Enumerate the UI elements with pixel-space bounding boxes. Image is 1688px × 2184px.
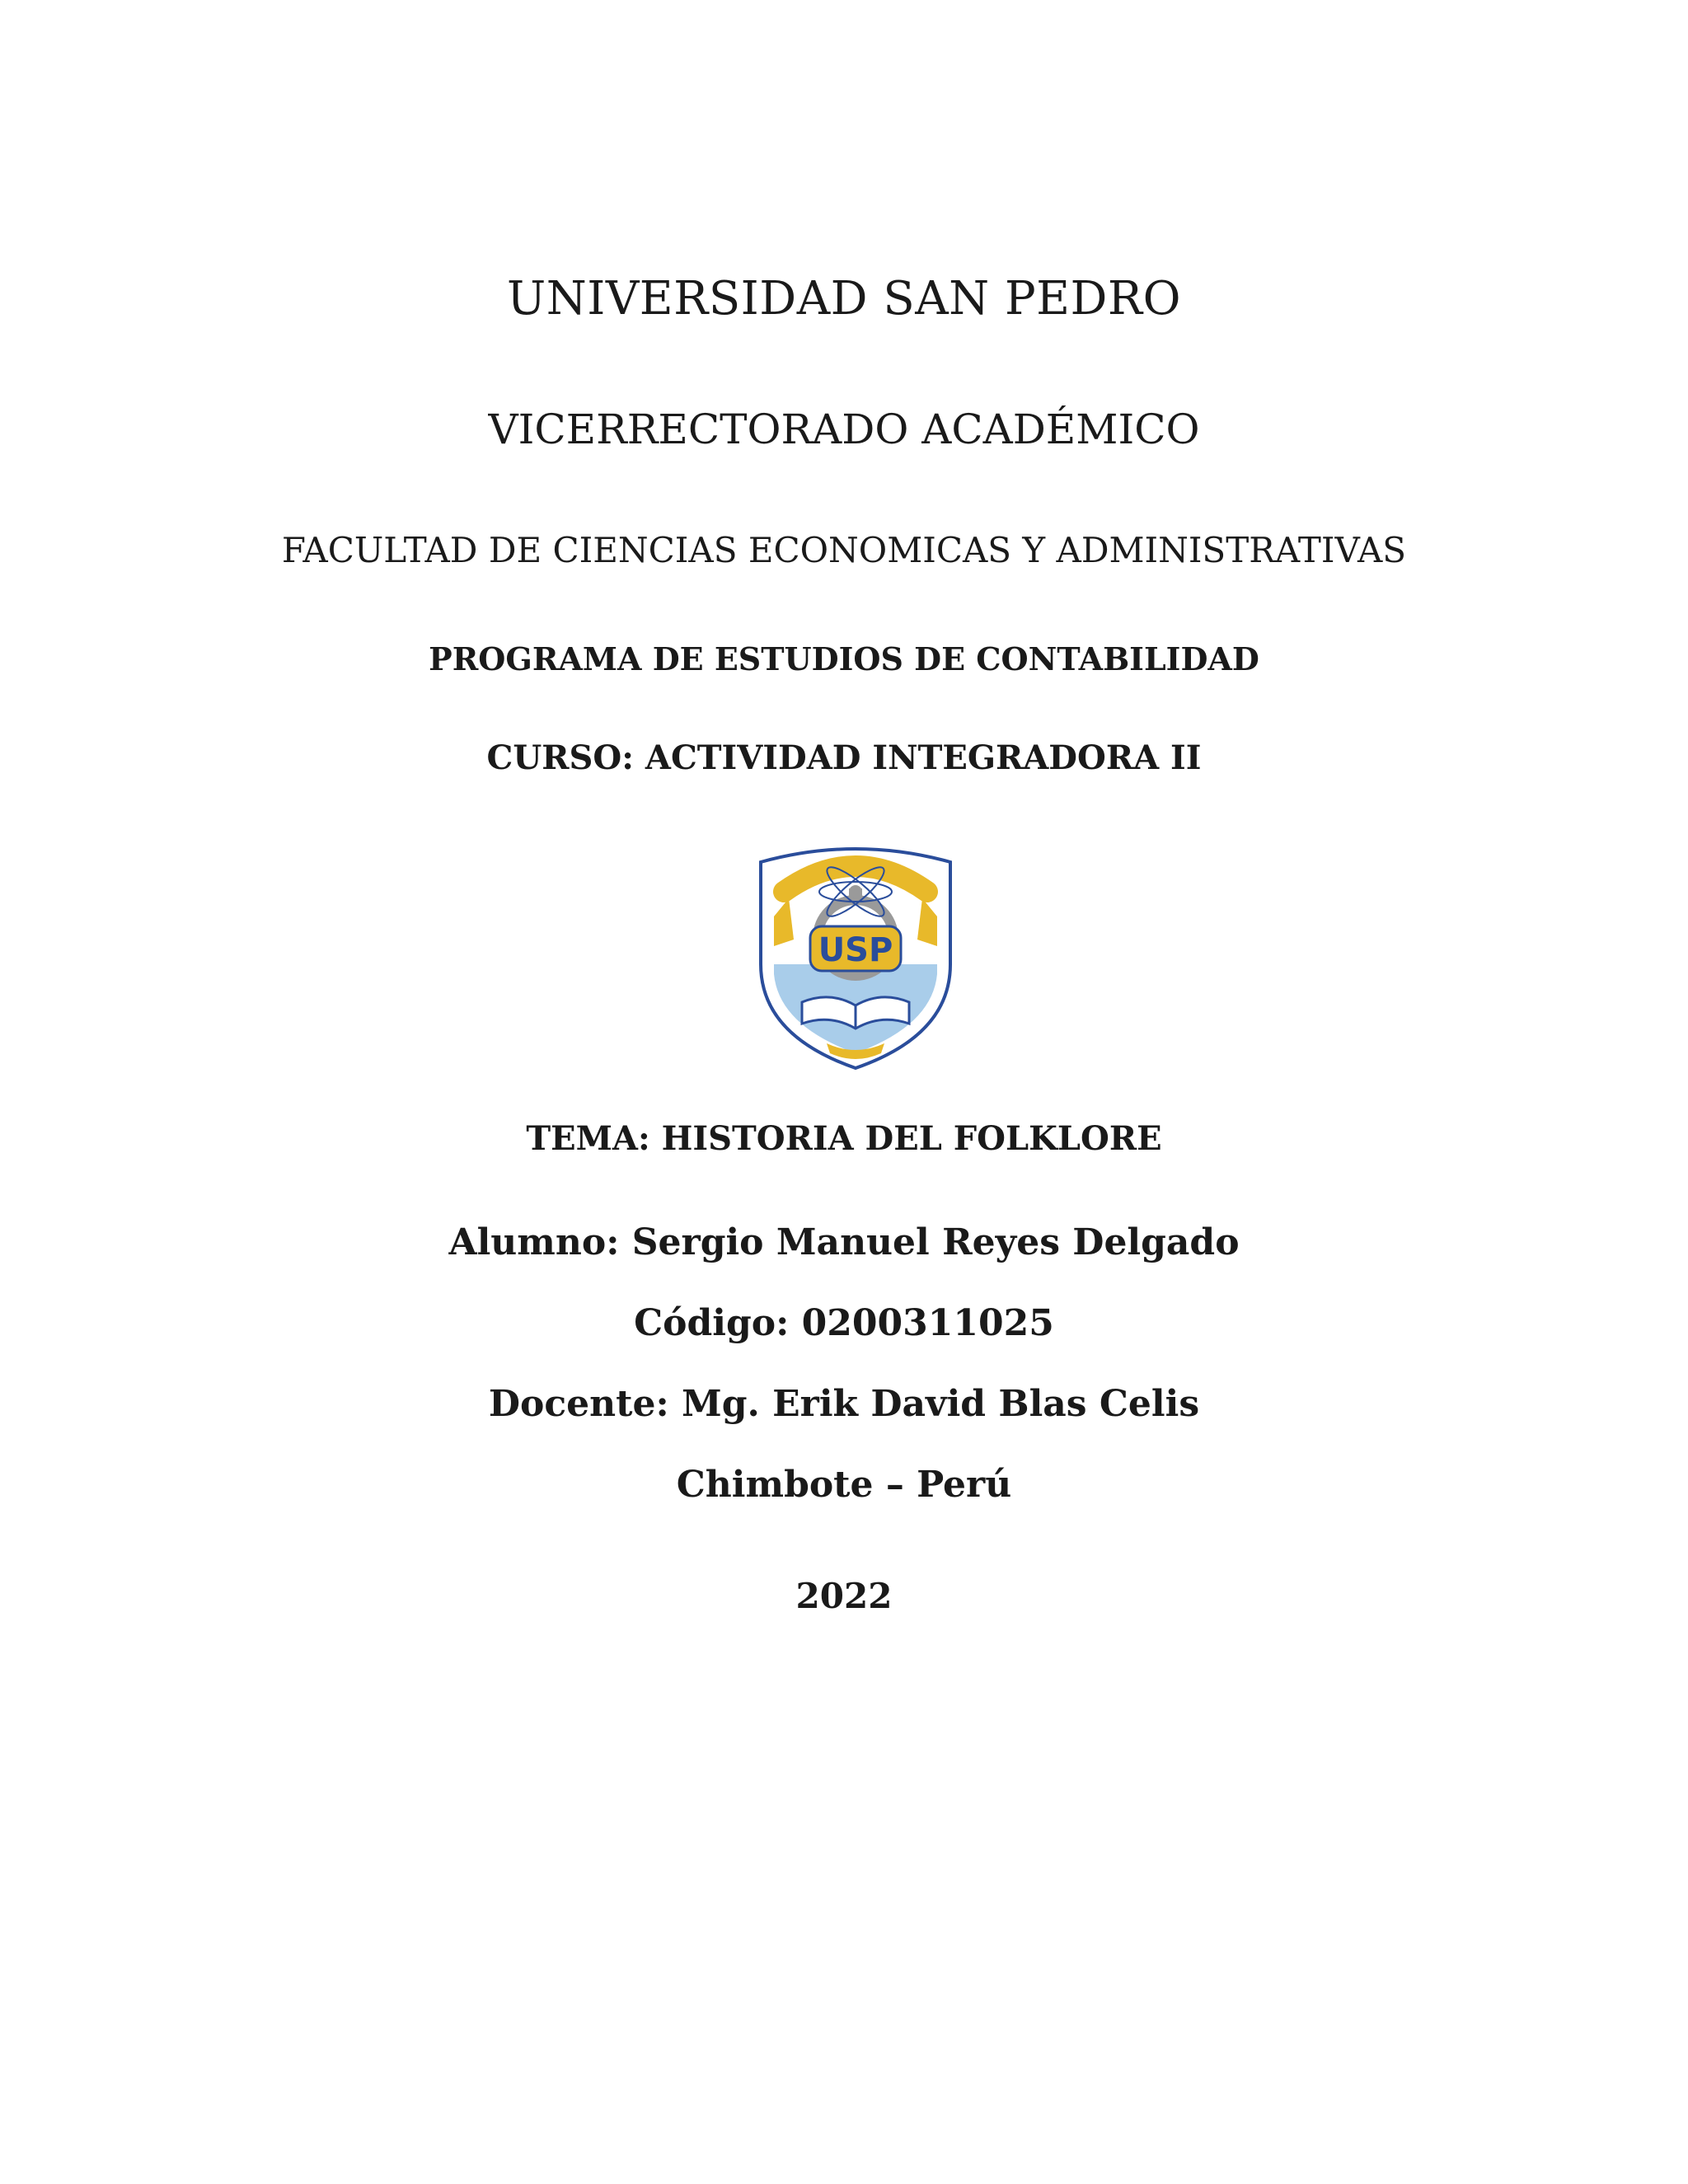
vicerrectorado-heading: VICERRECTORADO ACADÉMICO	[488, 405, 1200, 453]
course-heading: CURSO: ACTIVIDAD INTEGRADORA II	[486, 738, 1202, 777]
topic-heading: TEMA: HISTORIA DEL FOLKLORE	[526, 1119, 1162, 1158]
teacher-name: Docente: Mg. Erik David Blas Celis	[488, 1383, 1200, 1425]
university-name: UNIVERSIDAD SAN PEDRO	[507, 272, 1181, 326]
faculty-heading: FACULTAD DE CIENCIAS ECONOMICAS Y ADMINISTRATIVAS	[281, 530, 1407, 570]
student-code: Código: 0200311025	[634, 1302, 1054, 1344]
university-crest-icon	[756, 841, 955, 1071]
student-name: Alumno: Sergio Manuel Reyes Delgado	[448, 1221, 1240, 1263]
location: Chimbote – Perú	[676, 1464, 1012, 1506]
program-heading: PROGRAMA DE ESTUDIOS DE CONTABILIDAD	[429, 640, 1259, 677]
year: 2022	[795, 1576, 893, 1616]
svg-text:USP: USP	[818, 931, 893, 969]
